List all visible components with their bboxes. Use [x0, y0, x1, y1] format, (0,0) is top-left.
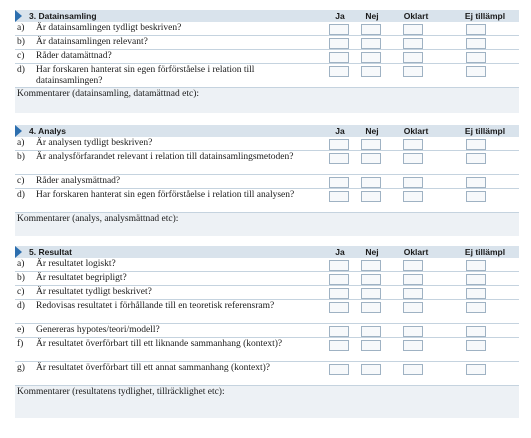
- question-row: [15, 300, 519, 324]
- checkbox-nej[interactable]: [361, 66, 381, 77]
- checkbox-oklart[interactable]: [403, 364, 423, 375]
- question-row: [15, 286, 519, 300]
- checkbox-ej-tillampl[interactable]: [466, 191, 486, 202]
- checkbox-nej[interactable]: [361, 153, 381, 164]
- comment-label: Kommentarer (resultatens tydlighet, tillräcklighet etc):: [17, 387, 225, 397]
- question-row: [15, 189, 519, 213]
- question-row: [15, 50, 519, 64]
- question-letter: c): [17, 287, 25, 297]
- question-letter: d): [17, 190, 25, 200]
- checkbox-oklart[interactable]: [403, 191, 423, 202]
- checkbox-nej[interactable]: [361, 274, 381, 285]
- question-text: Har forskaren hanterat sin egen förförståelse i relation till analysen?: [36, 190, 295, 200]
- section-title: 5. Resultat: [29, 247, 72, 257]
- checkbox-nej[interactable]: [361, 364, 381, 375]
- question-text: Är resultatet tydligt beskrivet?: [36, 287, 152, 297]
- checkbox-oklart[interactable]: [403, 274, 423, 285]
- question-row: [15, 258, 519, 272]
- checkbox-ej-tillampl[interactable]: [466, 274, 486, 285]
- section-3: [15, 10, 519, 113]
- comment-field[interactable]: [15, 386, 519, 418]
- column-header-ej-tillampl: Ej tillämpl: [464, 126, 506, 136]
- question-row: [15, 36, 519, 50]
- question-letter: e): [17, 325, 25, 335]
- checkbox-oklart[interactable]: [403, 66, 423, 77]
- question-text: Råder analysmättnad?: [36, 176, 121, 186]
- question-letter: b): [17, 152, 25, 162]
- question-text: Är resultatet överförbart till ett annat sammanhang (kontext)?: [36, 363, 270, 373]
- column-header-ej-tillampl: Ej tillämpl: [464, 247, 506, 257]
- triangle-marker-icon: [15, 10, 22, 22]
- section-header: [15, 246, 519, 258]
- checkbox-nej[interactable]: [361, 340, 381, 351]
- checkbox-oklart[interactable]: [403, 153, 423, 164]
- checkbox-ja[interactable]: [329, 177, 349, 188]
- comment-field[interactable]: [15, 88, 519, 113]
- question-text: Är datainsamlingen relevant?: [36, 37, 148, 47]
- checkbox-ej-tillampl[interactable]: [466, 38, 486, 49]
- checkbox-oklart[interactable]: [403, 340, 423, 351]
- checkbox-ja[interactable]: [329, 66, 349, 77]
- column-header-nej: Nej: [365, 11, 379, 21]
- question-text: Är analysen tydligt beskriven?: [36, 138, 153, 148]
- column-header-nej: Nej: [365, 247, 379, 257]
- section-title: 4. Analys: [29, 126, 67, 136]
- comment-label: Kommentarer (datainsamling, datamättnad etc):: [17, 89, 200, 99]
- checkbox-nej[interactable]: [361, 52, 381, 63]
- checkbox-ja[interactable]: [329, 24, 349, 35]
- checkbox-ja[interactable]: [329, 340, 349, 351]
- checkbox-oklart[interactable]: [403, 302, 423, 313]
- question-text: Är analysförfarandet relevant i relation till datainsamlingsmetoden?: [36, 152, 294, 162]
- question-letter: g): [17, 363, 25, 373]
- checkbox-nej[interactable]: [361, 139, 381, 150]
- question-letter: c): [17, 176, 25, 186]
- checkbox-nej[interactable]: [361, 260, 381, 271]
- triangle-marker-icon: [15, 125, 22, 137]
- checkbox-ej-tillampl[interactable]: [466, 260, 486, 271]
- question-row: [15, 151, 519, 175]
- question-text: Genereras hypotes/teori/modell?: [36, 325, 160, 335]
- question-letter: d): [17, 301, 25, 311]
- checkbox-ja[interactable]: [329, 153, 349, 164]
- checkbox-ja[interactable]: [329, 288, 349, 299]
- question-text: Är resultatet begripligt?: [36, 273, 127, 283]
- checkbox-ej-tillampl[interactable]: [466, 364, 486, 375]
- comment-label: Kommentarer (analys, analysmättnad etc):: [17, 214, 179, 224]
- checkbox-ja[interactable]: [329, 274, 349, 285]
- question-text: Är resultatet överförbart till ett liknande sammanhang (kontext)?: [36, 339, 283, 349]
- section-header: [15, 125, 519, 137]
- checkbox-oklart[interactable]: [403, 260, 423, 271]
- checkbox-ej-tillampl[interactable]: [466, 52, 486, 63]
- question-row: [15, 22, 519, 36]
- checkbox-ja[interactable]: [329, 52, 349, 63]
- section-4: [15, 125, 519, 236]
- column-header-ja: Ja: [335, 11, 345, 21]
- checkbox-oklart[interactable]: [403, 139, 423, 150]
- comment-field[interactable]: [15, 213, 519, 236]
- checkbox-nej[interactable]: [361, 177, 381, 188]
- checkbox-oklart[interactable]: [403, 24, 423, 35]
- question-letter: b): [17, 37, 25, 47]
- question-row: [15, 324, 519, 338]
- question-text: Har forskaren hanterat sin egen förförståelse i relation till datainsamlingen?: [36, 65, 255, 86]
- checkbox-ej-tillampl[interactable]: [466, 24, 486, 35]
- question-row: [15, 362, 519, 386]
- question-row: [15, 175, 519, 189]
- checkbox-nej[interactable]: [361, 302, 381, 313]
- question-letter: f): [17, 339, 24, 349]
- checkbox-ja[interactable]: [329, 38, 349, 49]
- column-header-ja: Ja: [335, 247, 345, 257]
- question-letter: a): [17, 23, 25, 33]
- column-header-oklart: Oklart: [403, 11, 429, 21]
- checkbox-ej-tillampl[interactable]: [466, 340, 486, 351]
- checkbox-nej[interactable]: [361, 288, 381, 299]
- column-header-nej: Nej: [365, 126, 379, 136]
- checkbox-oklart[interactable]: [403, 52, 423, 63]
- checkbox-nej[interactable]: [361, 24, 381, 35]
- checkbox-ja[interactable]: [329, 364, 349, 375]
- checkbox-nej[interactable]: [361, 38, 381, 49]
- checkbox-oklart[interactable]: [403, 326, 423, 337]
- section-5: [15, 246, 519, 418]
- question-text: Är datainsamlingen tydligt beskriven?: [36, 23, 182, 33]
- checkbox-ej-tillampl[interactable]: [466, 153, 486, 164]
- column-header-oklart: Oklart: [403, 247, 429, 257]
- question-text: Redovisas resultatet i förhållande till en teoretisk referensram?: [36, 301, 275, 311]
- question-text: Är resultatet logiskt?: [36, 259, 116, 269]
- question-letter: d): [17, 65, 25, 75]
- checkbox-ja[interactable]: [329, 191, 349, 202]
- question-row: [15, 338, 519, 362]
- checkbox-nej[interactable]: [361, 326, 381, 337]
- checkbox-nej[interactable]: [361, 191, 381, 202]
- checkbox-ja[interactable]: [329, 139, 349, 150]
- question-letter: c): [17, 51, 25, 61]
- question-letter: a): [17, 259, 25, 269]
- checkbox-oklart[interactable]: [403, 38, 423, 49]
- checkbox-ja[interactable]: [329, 302, 349, 313]
- question-row: [15, 272, 519, 286]
- question-row: [15, 137, 519, 151]
- checkbox-ej-tillampl[interactable]: [466, 288, 486, 299]
- question-text: Råder datamättnad?: [36, 51, 112, 61]
- checkbox-oklart[interactable]: [403, 288, 423, 299]
- checkbox-ej-tillampl[interactable]: [466, 139, 486, 150]
- question-letter: a): [17, 138, 25, 148]
- checkbox-ej-tillampl[interactable]: [466, 66, 486, 77]
- checkbox-ej-tillampl[interactable]: [466, 326, 486, 337]
- question-letter: b): [17, 273, 25, 283]
- checkbox-ja[interactable]: [329, 260, 349, 271]
- checkbox-ej-tillampl[interactable]: [466, 302, 486, 313]
- column-header-ej-tillampl: Ej tillämpl: [464, 11, 506, 21]
- checkbox-ej-tillampl[interactable]: [466, 177, 486, 188]
- column-header-oklart: Oklart: [403, 126, 429, 136]
- question-row: [15, 64, 519, 88]
- checkbox-ja[interactable]: [329, 326, 349, 337]
- column-header-ja: Ja: [335, 126, 345, 136]
- checkbox-oklart[interactable]: [403, 177, 423, 188]
- triangle-marker-icon: [15, 246, 22, 258]
- section-header: [15, 10, 519, 22]
- review-checklist-form: [15, 10, 519, 418]
- section-title: 3. Datainsamling: [29, 11, 97, 21]
